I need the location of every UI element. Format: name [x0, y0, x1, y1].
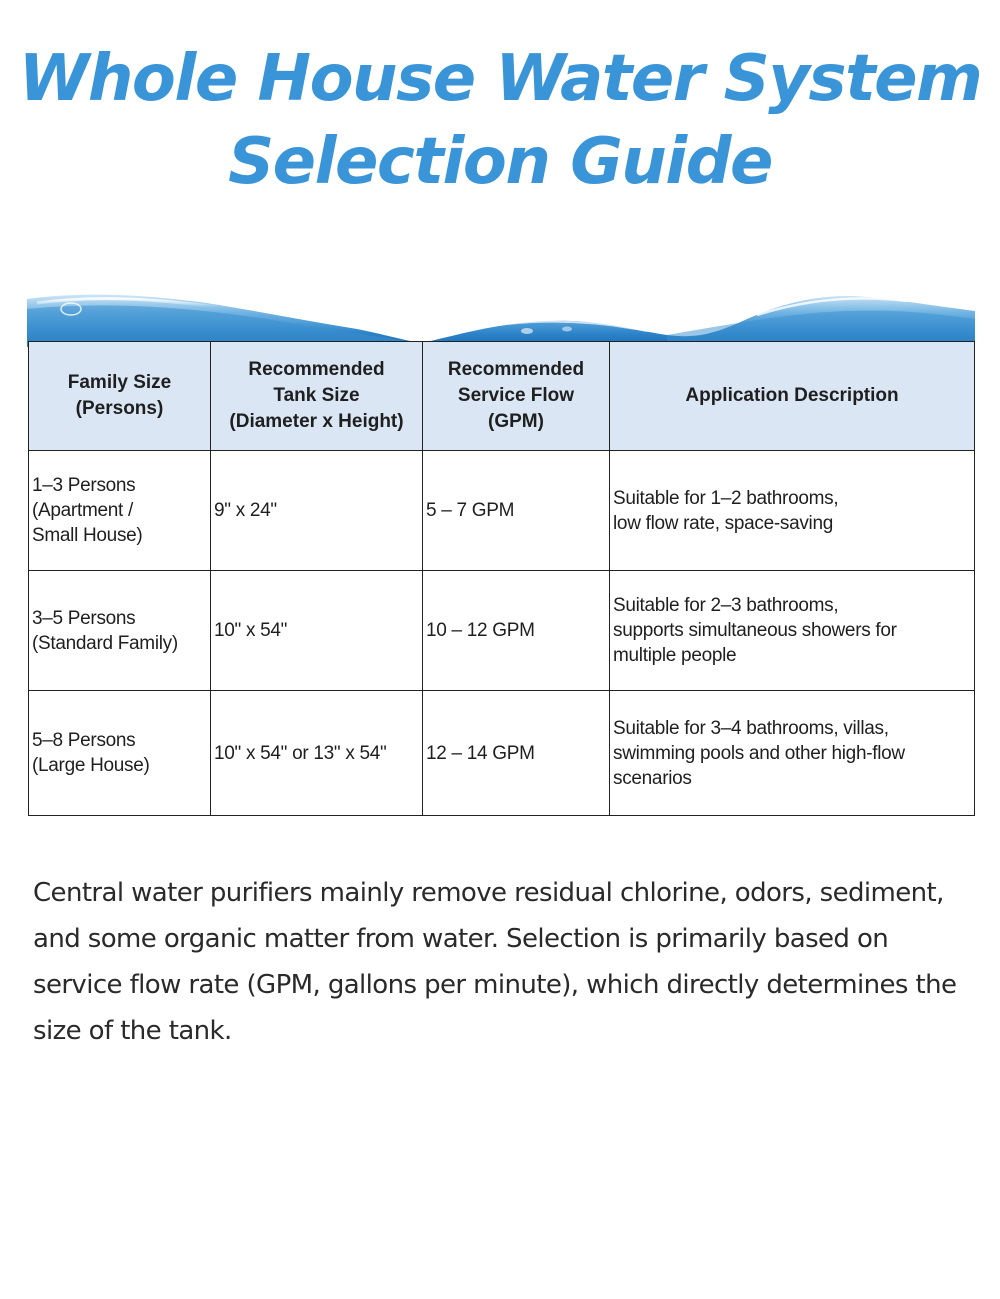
page-title-line-1: Whole House Water System	[18, 42, 982, 116]
tank-size-cell: 10" x 54"	[211, 571, 423, 691]
service-flow-cell: 10 – 12 GPM	[423, 571, 610, 691]
page-title-line-2: Selection Guide	[228, 125, 772, 199]
header-tank-size: Recommended Tank Size (Diameter x Height)	[211, 342, 423, 451]
description-paragraph: Central water purifiers mainly remove residual chlorine, odors, sediment, and some organic matter from water. Selection is primarily based on service flow rate (GPM, gallons per minute), which directly determines the size of the tank.	[33, 878, 957, 1046]
service-flow-cell: 5 – 7 GPM	[423, 451, 610, 571]
service-flow-cell: 12 – 14 GPM	[423, 691, 610, 816]
family-size-cell: 1–3 Persons (Apartment / Small House)	[29, 451, 211, 571]
table-row	[29, 691, 975, 816]
description-cell: Suitable for 3–4 bathrooms, villas, swimming pools and other high-flow scenarios	[610, 691, 975, 816]
tank-size-cell: 10" x 54" or 13" x 54"	[211, 691, 423, 816]
description-cell: Suitable for 2–3 bathrooms, supports simultaneous showers for multiple people	[610, 571, 975, 691]
header-family-size: Family Size (Persons)	[29, 342, 211, 451]
selection-guide-table	[28, 341, 975, 816]
header-application-description: Application Description	[610, 342, 975, 451]
family-size-cell: 5–8 Persons (Large House)	[29, 691, 211, 816]
table-row	[29, 571, 975, 691]
description-cell: Suitable for 1–2 bathrooms, low flow rate, space-saving	[610, 451, 975, 571]
water-wave-banner	[27, 285, 975, 347]
tank-size-cell: 9" x 24"	[211, 451, 423, 571]
family-size-cell: 3–5 Persons (Standard Family)	[29, 571, 211, 691]
page-title	[0, 38, 1000, 204]
table-header-row	[29, 342, 975, 451]
table-row	[29, 451, 975, 571]
header-service-flow: Recommended Service Flow (GPM)	[423, 342, 610, 451]
